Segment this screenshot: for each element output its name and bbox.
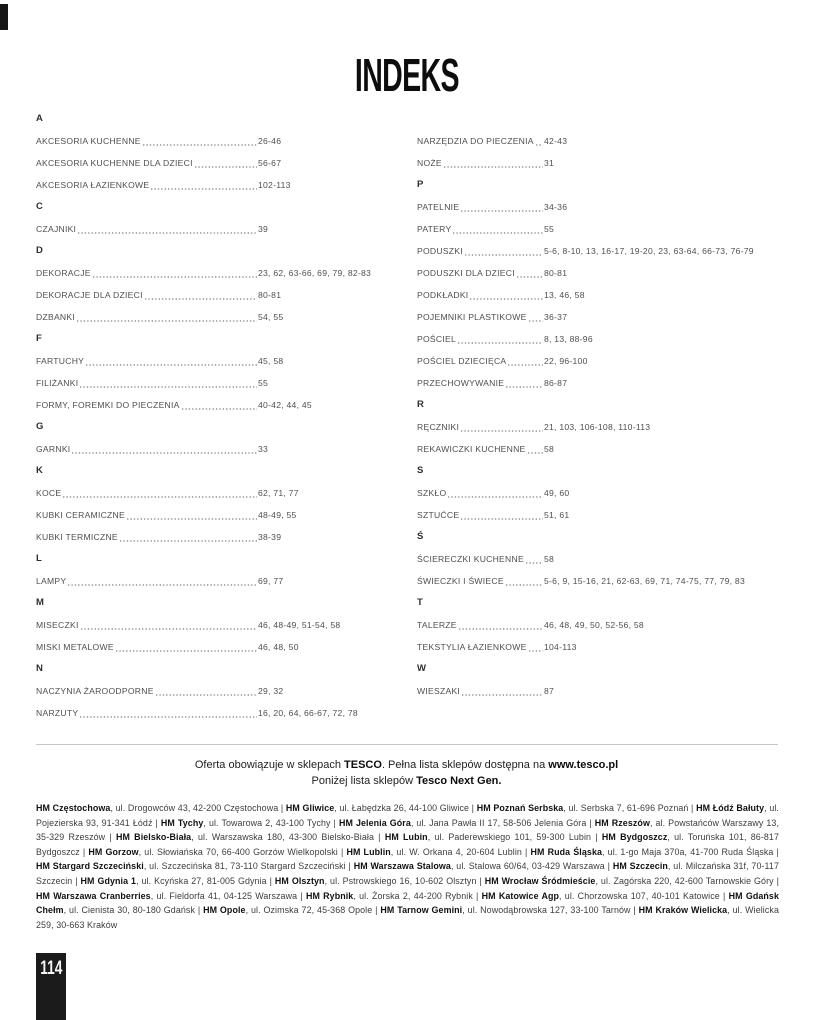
entry-lead	[36, 306, 258, 328]
entry-lead	[417, 416, 544, 438]
bold-text: HM Rybnik	[305, 890, 354, 901]
entry-lead	[417, 262, 544, 284]
entry-pages: 36-37	[544, 312, 568, 322]
text: , ul. Słowiańska 70, 66-400 Gorzów Wielkopolski |	[138, 846, 347, 857]
index-entry	[417, 416, 779, 438]
leader-dots	[443, 152, 543, 174]
bold-text: HM Tarnow Gemini	[380, 905, 463, 916]
entry-pages: 21, 103, 106-108, 110-113	[544, 422, 651, 432]
entry-lead	[417, 284, 544, 306]
section-letter: T	[417, 597, 424, 608]
index-entry	[417, 614, 779, 636]
entry-lead	[417, 614, 544, 636]
entry-lead	[417, 306, 544, 328]
index-entry	[36, 680, 384, 702]
leader-dots	[460, 196, 543, 218]
index-entry	[36, 482, 384, 504]
entry-lead	[417, 240, 544, 262]
text: . Pełna lista sklepów dostępna na	[381, 759, 549, 771]
bold-text: HM Częstochowa	[36, 803, 111, 813]
entry-pages: 26-46	[258, 136, 282, 146]
bold-text: Tesco Next Gen.	[416, 774, 502, 787]
index-entry	[417, 636, 779, 658]
entry-pages: 22, 96-100	[544, 356, 588, 366]
entry-lead	[417, 504, 544, 526]
entry-lead	[417, 636, 544, 658]
entry-pages: 42-43	[544, 136, 568, 146]
entry-name: KUBKI TERMICZNE	[36, 532, 118, 542]
entry-name: CZAJNIKI	[36, 224, 77, 234]
entry-name: ŚWIECZKI I ŚWIECE	[417, 576, 504, 586]
leader-dots	[126, 504, 257, 526]
entry-lead	[417, 680, 544, 702]
section-letter: A	[36, 113, 44, 124]
leader-dots	[469, 284, 543, 306]
entry-lead	[417, 130, 544, 152]
bold-text: HM Ruda Śląska	[530, 846, 603, 857]
index-entry	[417, 372, 779, 394]
index-column-right	[417, 130, 779, 702]
leader-dots	[155, 680, 257, 702]
bold-text: HM Kraków Wielicka	[638, 905, 728, 916]
entry-lead	[36, 218, 258, 240]
text: , ul. Jana Pawła II 17, 58-506 Jelenia Góra |	[410, 817, 595, 828]
entry-pages: 55	[544, 224, 555, 234]
text: , ul. Paderewskiego 101, 59-300 Lubin |	[427, 832, 602, 843]
entry-pages: 54, 55	[258, 312, 284, 322]
entry-name: REKAWICZKI KUCHENNE	[417, 444, 526, 454]
index-entry	[36, 284, 384, 306]
entry-pages: 5-6, 9, 15-16, 21, 62-63, 69, 71, 74-75, 77, 79, 83	[544, 576, 745, 586]
entry-lead	[36, 284, 258, 306]
leader-dots	[194, 152, 257, 174]
footer-divider	[36, 744, 778, 745]
entry-name: NARZUTY	[36, 708, 79, 718]
bold-text: HM Jelenia Góra	[338, 817, 411, 828]
entry-pages: 58	[544, 554, 555, 564]
text: , ul. Drogowców 43, 42-200 Częstochowa |	[110, 803, 286, 813]
page-title: INDEKS	[354, 49, 459, 101]
entry-pages: 46, 48-49, 51-54, 58	[258, 620, 341, 630]
entry-name: POŚCIEL DZIECIĘCA	[417, 356, 507, 366]
index-entry	[417, 284, 779, 306]
index-entry	[36, 394, 384, 416]
entry-lead	[36, 350, 258, 372]
entry-pages: 23, 62, 63-66, 69, 79, 82-83	[258, 268, 372, 278]
entry-lead	[36, 130, 258, 152]
entry-lead	[417, 482, 544, 504]
section-letter: W	[417, 663, 427, 674]
entry-name: AKCESORIA ŁAZIENKOWE	[36, 180, 150, 190]
leader-dots	[447, 482, 543, 504]
section-letter: G	[36, 421, 44, 432]
index-entry	[36, 504, 384, 526]
entry-pages: 87	[544, 686, 555, 696]
index-entry	[417, 504, 779, 526]
section-letter: R	[417, 399, 425, 410]
entry-pages: 40-42, 44, 45	[258, 400, 312, 410]
leader-dots	[181, 394, 257, 416]
leader-dots	[80, 614, 257, 636]
leader-dots	[516, 262, 543, 284]
index-entry	[36, 218, 384, 240]
index-entry	[417, 350, 779, 372]
entry-name: GARNKI	[36, 444, 71, 454]
entry-name: PODUSZKI DLA DZIECI	[417, 268, 515, 278]
entry-name: AKCESORIA KUCHENNE	[36, 136, 141, 146]
entry-pages: 62, 71, 77	[258, 488, 299, 498]
text: , ul. Towarowa 2, 43-100 Tychy |	[203, 817, 339, 828]
index-entry	[417, 570, 779, 592]
entry-pages: 45, 58	[258, 356, 284, 366]
index-entry	[417, 152, 779, 174]
index-entry	[417, 328, 779, 350]
entry-name: FILIŻANKI	[36, 378, 79, 388]
entry-lead	[36, 680, 258, 702]
entry-name: SZTUĆCE	[417, 510, 460, 520]
leader-dots	[150, 174, 257, 196]
entry-name: LAMPY	[36, 576, 67, 586]
entry-lead	[36, 636, 258, 658]
entry-name: DZBANKI	[36, 312, 75, 322]
entry-lead	[36, 262, 258, 284]
leader-dots	[458, 614, 543, 636]
index-entry	[417, 482, 779, 504]
entry-name: PODKŁADKI	[417, 290, 469, 300]
entry-name: TALERZE	[417, 620, 457, 630]
entry-lead	[417, 350, 544, 372]
entry-pages: 58	[544, 444, 555, 454]
leader-dots	[115, 636, 257, 658]
bold-text: HM Olsztyn	[274, 875, 325, 886]
entry-lead	[36, 174, 258, 196]
entry-lead	[417, 328, 544, 350]
store-list	[36, 801, 779, 932]
leader-dots	[142, 130, 257, 152]
leader-dots	[528, 636, 543, 658]
index-entry	[417, 306, 779, 328]
index-entry	[417, 196, 779, 218]
entry-lead	[36, 614, 258, 636]
leader-dots	[79, 372, 257, 394]
entry-lead	[36, 702, 258, 724]
entry-pages: 13, 46, 58	[544, 290, 585, 300]
section-letter: D	[36, 245, 44, 256]
text: , ul. Chorzowska 107, 40-101 Katowice |	[559, 890, 729, 901]
text: , ul. Warszawska 180, 43-300 Bielsko-Biała |	[191, 832, 385, 843]
footer-notice	[0, 758, 813, 789]
leader-dots	[464, 240, 543, 262]
entry-name: ŚCIERECZKI KUCHENNE	[417, 554, 524, 564]
text: , ul. Wielicka 259, 30-663 Kraków	[36, 905, 779, 930]
footer-notice-line2	[0, 774, 813, 790]
entry-pages: 31	[544, 158, 555, 168]
entry-pages: 46, 48, 50	[258, 642, 299, 652]
text: , al. Powstańców Warszawy 13, 35-329 Rzeszów |	[36, 817, 780, 843]
entry-name: PRZECHOWYWANIE	[417, 378, 505, 388]
bold-text: HM Bydgoszcz	[601, 832, 668, 843]
text: , ul. Szczecińska 81, 73-110 Stargard Szczeciński |	[143, 861, 354, 872]
leader-dots	[85, 350, 257, 372]
section-letter: P	[417, 179, 424, 190]
entry-name: PODUSZKI	[417, 246, 463, 256]
bold-text: www.tesco.pl	[548, 759, 619, 771]
index-entry	[36, 526, 384, 548]
bold-text: HM Katowice Agp	[481, 890, 560, 901]
index-entry	[417, 438, 779, 460]
section-letter: K	[36, 465, 44, 476]
index-entry	[36, 130, 384, 152]
entry-name: SZKŁO	[417, 488, 447, 498]
entry-pages: 55	[258, 378, 269, 388]
text: , ul. Pstrowskiego 16, 10-602 Olsztyn |	[324, 875, 485, 886]
index-entry	[417, 262, 779, 284]
index-entry	[36, 614, 384, 636]
entry-pages: 56-67	[258, 158, 282, 168]
entry-name: FARTUCHY	[36, 356, 85, 366]
leader-dots	[92, 262, 257, 284]
entry-lead	[36, 152, 258, 174]
entry-pages: 80-81	[544, 268, 568, 278]
index-entry	[417, 680, 779, 702]
leader-dots	[62, 482, 257, 504]
index-entry	[36, 702, 384, 724]
entry-name: DEKORACJE DLA DZIECI	[36, 290, 143, 300]
page-number-badge	[36, 953, 66, 1020]
index-entry	[36, 306, 384, 328]
leader-dots	[505, 372, 543, 394]
leader-dots	[527, 438, 543, 460]
text: , ul. Cienista 30, 80-180 Gdańsk |	[63, 905, 204, 916]
bold-text: HM Lubin	[384, 832, 428, 843]
entry-lead	[36, 438, 258, 460]
entry-lead	[417, 438, 544, 460]
entry-name: WIESZAKI	[417, 686, 461, 696]
entry-name: RĘCZNIKI	[417, 422, 460, 432]
text: , ul. Serbska 7, 61-696 Poznań |	[563, 803, 697, 813]
entry-name: NARZĘDZIA DO PIECZENIA	[417, 136, 534, 146]
bold-text: HM Opole	[203, 905, 246, 916]
index-entry	[417, 548, 779, 570]
bold-text: HM Łódź Bałuty	[696, 803, 765, 813]
bold-text: HM Gliwice	[285, 803, 335, 813]
entry-name: KUBKI CERAMICZNE	[36, 510, 125, 520]
text: Oferta obowiązuje w sklepach	[194, 759, 345, 771]
entry-lead	[417, 196, 544, 218]
section-letter: L	[36, 553, 43, 564]
page-header	[0, 48, 813, 102]
entry-pages: 29, 32	[258, 686, 284, 696]
index-entry	[36, 350, 384, 372]
leader-dots	[457, 328, 543, 350]
entry-lead	[417, 372, 544, 394]
bold-text: HM Gdańsk Chełm	[36, 890, 779, 916]
entry-name: PATELNIE	[417, 202, 460, 212]
entry-lead	[36, 394, 258, 416]
index-entry	[36, 570, 384, 592]
entry-name: MISECZKI	[36, 620, 79, 630]
text: , ul. Stalowa 60/64, 03-429 Warszawa |	[450, 861, 613, 872]
leader-dots	[525, 548, 543, 570]
leader-dots	[461, 680, 543, 702]
bold-text: HM Szczecin	[612, 861, 668, 872]
section-letter: Ś	[417, 531, 424, 542]
index-entry	[36, 438, 384, 460]
entry-lead	[36, 570, 258, 592]
bold-text: HM Gdynia 1	[80, 875, 137, 886]
leader-dots	[507, 350, 543, 372]
bold-text: TESCO	[344, 759, 382, 771]
section-letter: M	[36, 597, 45, 608]
entry-name: POŚCIEL	[417, 334, 457, 344]
section-letter: N	[36, 663, 44, 674]
text: Poniżej lista sklepów	[311, 774, 417, 787]
leader-dots	[535, 130, 543, 152]
entry-name: KOCE	[36, 488, 62, 498]
entry-lead	[417, 152, 544, 174]
leader-dots	[528, 306, 543, 328]
leader-dots	[460, 504, 543, 526]
entry-name: TEKSTYLIA ŁAZIENKOWE	[417, 642, 527, 652]
entry-name: NOŻE	[417, 158, 442, 168]
leader-dots	[505, 570, 543, 592]
entry-pages: 46, 48, 49, 50, 52-56, 58	[544, 620, 644, 630]
entry-pages: 39	[258, 224, 269, 234]
leader-dots	[79, 702, 257, 724]
entry-lead	[36, 526, 258, 548]
text: , ul. Kcyńska 27, 81-005 Gdynia |	[136, 875, 275, 886]
index-entry	[36, 262, 384, 284]
entry-pages: 49, 60	[544, 488, 570, 498]
text: , ul. Zagórska 220, 42-600 Tarnowskie Góry |	[595, 875, 779, 886]
section-letter: F	[36, 333, 43, 344]
entry-name: PATERY	[417, 224, 452, 234]
bold-text: HM Lublin	[346, 846, 391, 857]
entry-name: AKCESORIA KUCHENNE DLA DZIECI	[36, 158, 193, 168]
entry-name: DEKORACJE	[36, 268, 91, 278]
leader-dots	[119, 526, 257, 548]
entry-pages: 5-6, 8-10, 13, 16-17, 19-20, 23, 63-64, 66-73, 76-79	[544, 246, 754, 256]
leader-dots	[77, 218, 257, 240]
leader-dots	[67, 570, 257, 592]
bold-text: HM Warszawa Stalowa	[353, 861, 451, 872]
index-entry	[36, 372, 384, 394]
entry-lead	[36, 504, 258, 526]
index-column-left	[36, 108, 384, 724]
text: , ul. Nowodąbrowska 127, 33-100 Tarnów |	[462, 905, 639, 916]
section-letter: S	[417, 465, 424, 476]
index-entry	[417, 130, 779, 152]
footer-notice-line1	[0, 758, 813, 774]
entry-pages: 104-113	[544, 642, 577, 652]
entry-pages: 38-39	[258, 532, 282, 542]
entry-lead	[417, 218, 544, 240]
entry-pages: 48-49, 55	[258, 510, 297, 520]
bold-text: HM Tychy	[160, 817, 204, 828]
entry-pages: 86-87	[544, 378, 568, 388]
leader-dots	[460, 416, 543, 438]
bold-text: HM Rzeszów	[594, 817, 650, 828]
text: , ul. 1-go Maja 370a, 41-700 Ruda Śląska |	[602, 846, 779, 857]
leader-dots	[144, 284, 257, 306]
index-entry	[417, 240, 779, 262]
leader-dots	[76, 306, 257, 328]
entry-pages: 34-36	[544, 202, 568, 212]
entry-lead	[36, 372, 258, 394]
leader-dots	[71, 438, 257, 460]
bold-text: HM Gorzow	[88, 846, 139, 857]
bold-text: HM Stargard Szczeciński	[36, 861, 144, 872]
entry-pages: 102-113	[258, 180, 291, 190]
corner-mark	[0, 4, 8, 30]
index-entry	[36, 636, 384, 658]
text: , ul. Fieldorfa 41, 04-125 Warszawa |	[150, 890, 306, 901]
entry-pages: 51, 61	[544, 510, 570, 520]
entry-name: POJEMNIKI PLASTIKOWE	[417, 312, 527, 322]
text: , ul. Pojezierska 93, 91-341 Łódź |	[36, 803, 779, 828]
entry-name: MISKI METALOWE	[36, 642, 114, 652]
index-entry	[36, 152, 384, 174]
bold-text: HM Wrocław Śródmieście	[484, 875, 596, 886]
leader-dots	[452, 218, 543, 240]
entry-pages: 33	[258, 444, 269, 454]
entry-lead	[417, 548, 544, 570]
bold-text: HM Warszawa Cranberries	[36, 890, 151, 901]
entry-name: FORMY, FOREMKI DO PIECZENIA	[36, 400, 180, 410]
page-number: 114	[40, 958, 63, 979]
text: , ul. Żorska 2, 44-200 Rybnik |	[353, 890, 482, 901]
text: , ul. W. Orkana 4, 20-604 Lublin |	[390, 846, 531, 857]
entry-pages: 80-81	[258, 290, 282, 300]
entry-lead	[417, 570, 544, 592]
bold-text: HM Poznań Serbska	[476, 803, 564, 813]
bold-text: HM Bielsko-Biała	[115, 832, 192, 843]
entry-lead	[36, 482, 258, 504]
index-entry	[417, 218, 779, 240]
text: , ul. Milczańska 31f, 70-117 Szczecin |	[36, 861, 779, 886]
text: , ul. Ozimska 72, 45-368 Opole |	[245, 905, 381, 916]
entry-name: NACZYNIA ŻAROODPORNE	[36, 686, 154, 696]
text: , ul. Łabędzka 26, 44-100 Gliwice |	[334, 803, 477, 813]
index-entry	[36, 174, 384, 196]
section-letter: C	[36, 201, 44, 212]
entry-pages: 69, 77	[258, 576, 284, 586]
text: , ul. Toruńska 101, 86-817 Bydgoszcz |	[36, 832, 780, 857]
entry-pages: 16, 20, 64, 66-67, 72, 78	[258, 708, 358, 718]
entry-pages: 8, 13, 88-96	[544, 334, 593, 344]
